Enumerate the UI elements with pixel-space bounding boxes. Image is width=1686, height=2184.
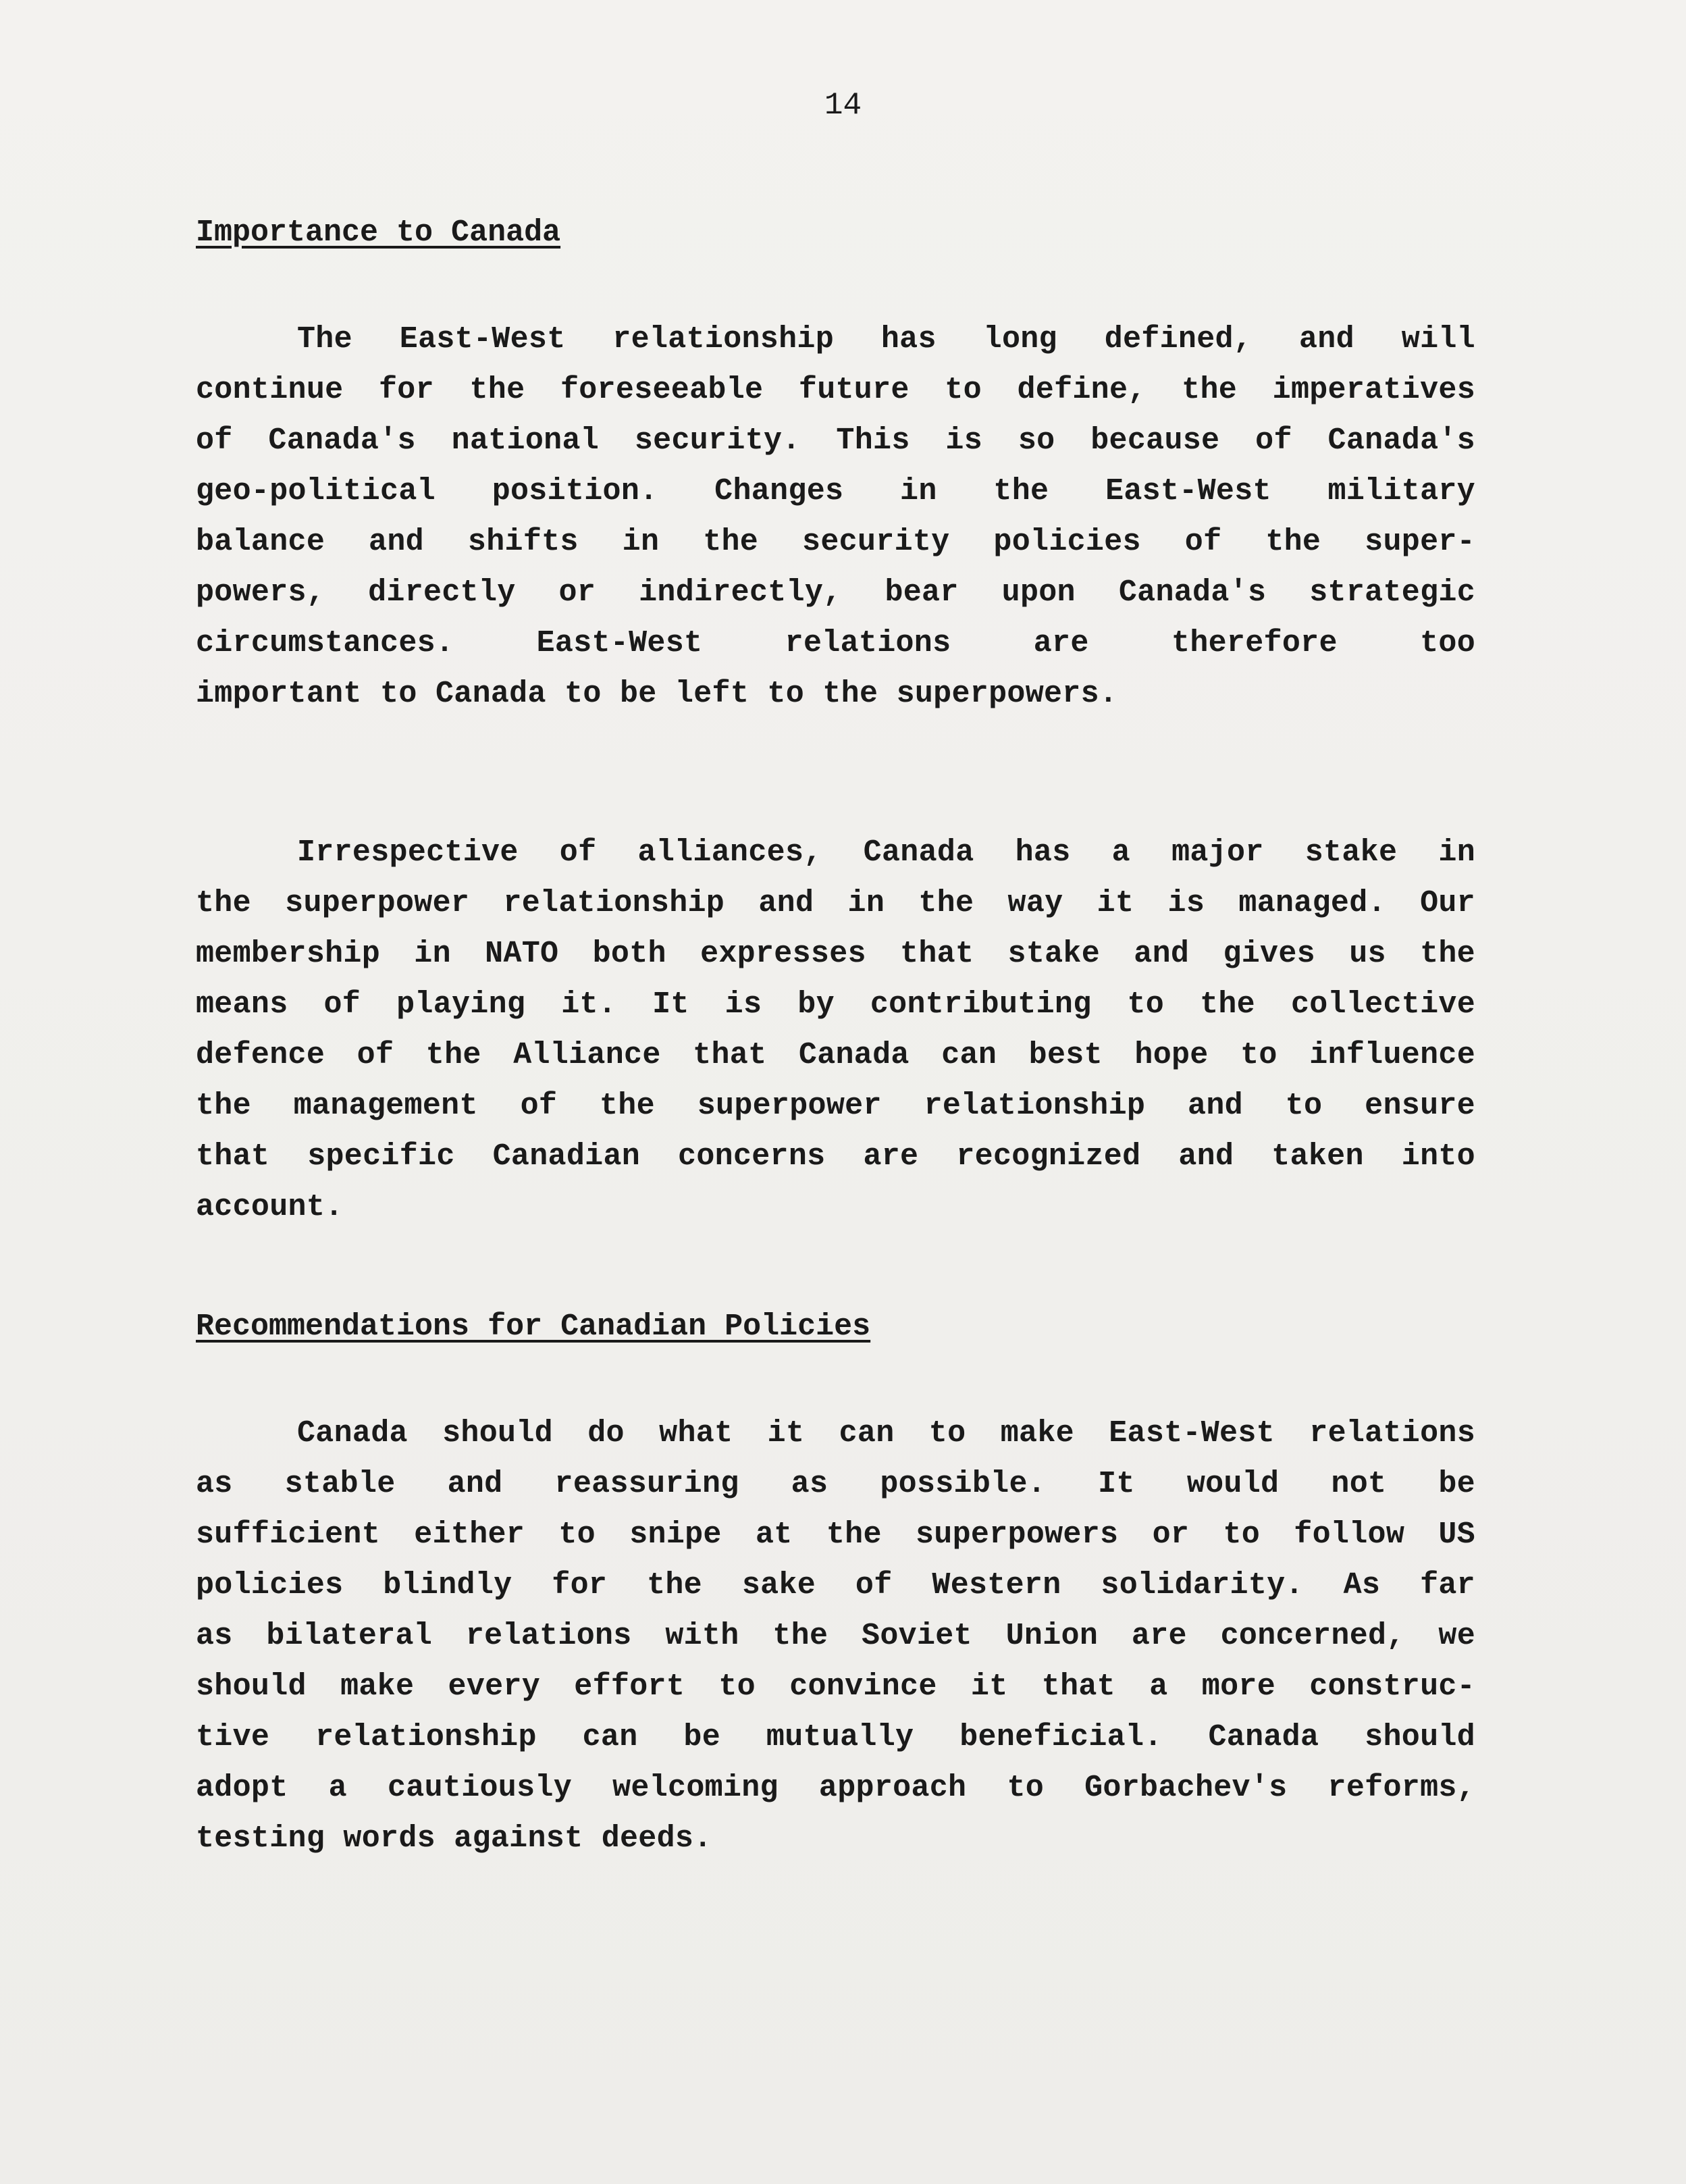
- text-line: geo-political position. Changes in the East-West military: [196, 474, 1475, 509]
- text-line: The East-West relationship has long defined, and will: [297, 322, 1475, 357]
- page-number: 14: [824, 88, 862, 123]
- text-line: account.: [196, 1190, 344, 1224]
- text-line: important to Canada to be left to the superpowers.: [196, 677, 1118, 711]
- text-line: continue for the foreseeable future to define, the imperatives: [196, 373, 1475, 407]
- text-line: testing words against deeds.: [196, 1821, 712, 1856]
- section-heading: Recommendations for Canadian Policies: [196, 1309, 871, 1344]
- text-line: should make every effort to convince it that a more construc-: [196, 1669, 1475, 1704]
- text-line: of Canada's national security. This is so because of Canada's: [196, 423, 1475, 458]
- text-line: the management of the superpower relationship and to ensure: [196, 1089, 1475, 1123]
- text-line: sufficient either to snipe at the superpowers or to follow US: [196, 1517, 1475, 1552]
- document-body: [196, 206, 1475, 1864]
- text-line: membership in NATO both expresses that stake and gives us the: [196, 937, 1475, 971]
- text-line: adopt a cautiously welcoming approach to Gorbachev's reforms,: [196, 1771, 1475, 1805]
- section-heading: Importance to Canada: [196, 215, 561, 250]
- text-line: as bilateral relations with the Soviet Union are concerned, we: [196, 1619, 1475, 1653]
- text-line: means of playing it. It is by contributing to the collective: [196, 987, 1475, 1022]
- section-importance-to-canada: [196, 206, 1475, 1300]
- text-line: defence of the Alliance that Canada can best hope to influence: [196, 1038, 1475, 1072]
- text-line: circumstances. East-West relations are therefore too: [196, 626, 1475, 660]
- text-line: powers, directly or indirectly, bear upon Canada's strategic: [196, 575, 1475, 610]
- text-line: Irrespective of alliances, Canada has a major stake in: [297, 835, 1475, 870]
- text-line: the superpower relationship and in the way it is managed. Our: [196, 886, 1475, 920]
- paragraph: [196, 1408, 1475, 1864]
- section-recommendations: [196, 1300, 1475, 1864]
- text-line: as stable and reassuring as possible. It would not be: [196, 1467, 1475, 1501]
- text-line: that specific Canadian concerns are recognized and taken into: [196, 1139, 1475, 1174]
- text-line: balance and shifts in the security policies of the super-: [196, 525, 1475, 559]
- paragraph: [196, 827, 1475, 1232]
- text-line: Canada should do what it can to make East-West relations: [297, 1416, 1475, 1451]
- text-line: policies blindly for the sake of Western solidarity. As far: [196, 1568, 1475, 1603]
- paragraph: [196, 314, 1475, 719]
- text-line: tive relationship can be mutually beneficial. Canada should: [196, 1720, 1475, 1754]
